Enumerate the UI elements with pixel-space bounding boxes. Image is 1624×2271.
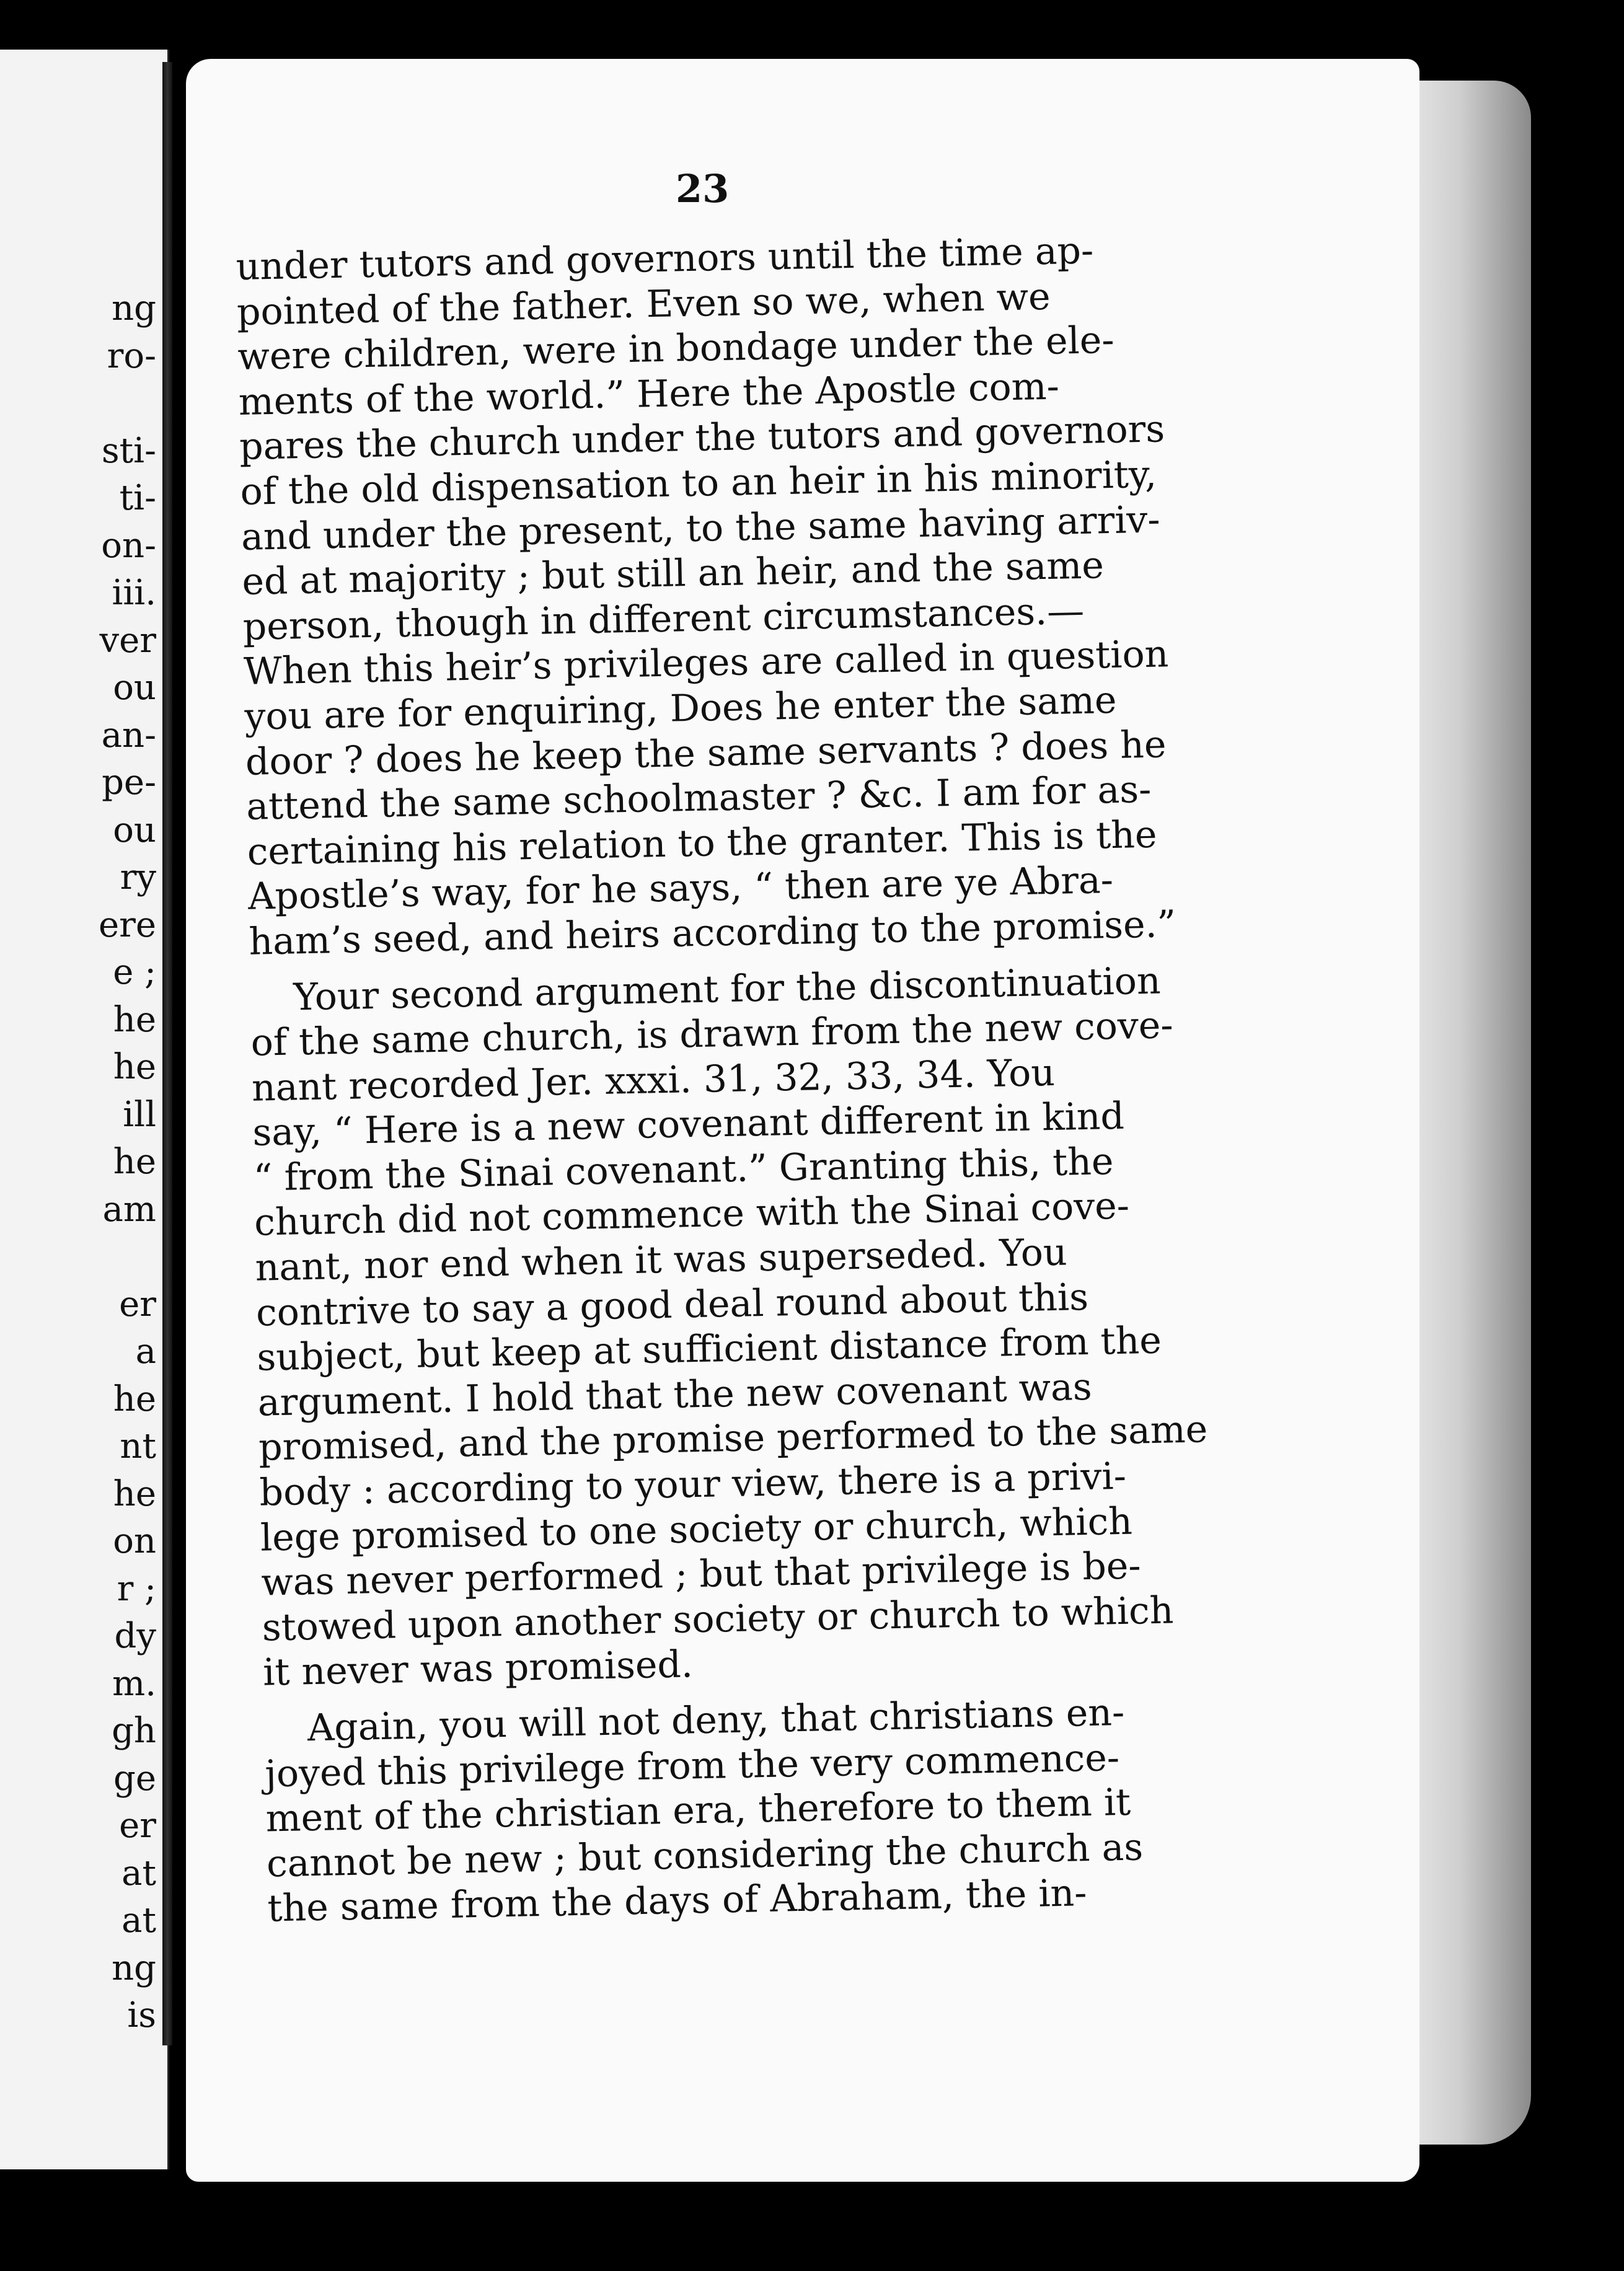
left-fragment-line: a — [135, 1331, 156, 1372]
left-fragment-line: er — [119, 1284, 156, 1325]
left-fragment-line: on — [113, 1521, 156, 1561]
body-text — [236, 226, 1266, 1931]
text-line: nant, nor end when it was superseded. You — [255, 1230, 1068, 1290]
left-fragment-line: ere — [98, 904, 156, 945]
left-page-text — [32, 285, 156, 2040]
text-line: Your second argument for the discontinuation — [293, 959, 1162, 1019]
text-line: lege promised to one society or church, which — [260, 1499, 1133, 1560]
text-line: Apostle’s way, for he says, “ then are ye Abra- — [247, 858, 1114, 919]
text-line: door ? does he keep the same servants ? does he — [245, 722, 1167, 784]
left-fragment-line: ou — [113, 668, 156, 708]
text-line: nant recorded Jer. xxxi. 31, 32, 33, 34. You — [251, 1051, 1056, 1110]
left-fragment-line: ti- — [119, 478, 156, 518]
text-line: ment of the christian era, therefore to them it — [265, 1780, 1131, 1841]
left-fragment-line: pe- — [102, 762, 156, 803]
left-fragment-line: on- — [101, 525, 156, 566]
left-fragment-line: am — [102, 1189, 156, 1230]
left-fragment-line: ill — [123, 1094, 156, 1135]
book-binding — [162, 62, 172, 2045]
left-fragment-line: he — [113, 1473, 156, 1514]
text-line: “ from the Sinai covenant.” Granting this, the — [253, 1139, 1114, 1200]
text-line: of the old dispensation to an heir in his minority, — [239, 452, 1157, 514]
left-fragment-line: ge — [113, 1758, 156, 1799]
text-line: the same from the days of Abraham, the in- — [267, 1871, 1088, 1931]
left-fragment-line: an- — [101, 715, 156, 756]
left-fragment-line: ry — [120, 857, 156, 897]
left-fragment-line: sti- — [101, 430, 156, 471]
text-line: When this heir’s privileges are called in question — [243, 632, 1169, 694]
text-line: say, “ Here is a new covenant different in kind — [252, 1095, 1125, 1155]
left-fragment-line: is — [127, 1995, 156, 2035]
text-line: ments of the world.” Here the Apostle com- — [238, 364, 1060, 424]
page-number: 23 — [676, 166, 730, 211]
text-line: ham’s seed, and heirs according to the promise.” — [248, 902, 1176, 964]
left-page — [0, 50, 169, 2169]
text-line: certaining his relation to the granter. This is the — [247, 813, 1158, 874]
text-line: were children, were in bondage under the ele- — [237, 319, 1115, 379]
text-line: Again, you will not deny, that christians en- — [307, 1690, 1125, 1750]
text-line: church did not commence with the Sinai cove- — [254, 1184, 1130, 1245]
text-line: was never performed ; but that privilege is be- — [260, 1544, 1142, 1605]
text-line: under tutors and governors until the time ap- — [236, 229, 1094, 289]
text-line: you are for enquiring, Does he enter the same — [244, 678, 1117, 739]
left-fragment-line: ver — [99, 620, 156, 661]
text-line: person, though in different circumstances.— — [242, 589, 1085, 649]
left-fragment-line: e ; — [113, 952, 156, 992]
left-fragment-line: nt — [120, 1426, 156, 1466]
left-fragment-line: he — [113, 1378, 156, 1419]
left-fragment-line: ou — [113, 809, 156, 850]
left-fragment-line: ng — [112, 1947, 156, 1988]
text-line: argument. I hold that the new covenant was — [257, 1365, 1093, 1425]
left-fragment-line: er — [119, 1806, 156, 1846]
left-fragment-line: r ; — [117, 1568, 156, 1609]
text-line: cannot be new ; but considering the church as — [266, 1825, 1144, 1886]
left-fragment-line: he — [113, 1047, 156, 1087]
left-fragment-line: ng — [112, 288, 156, 329]
text-line: pares the church under the tutors and governors — [239, 407, 1165, 469]
left-fragment-line — [32, 380, 156, 428]
text-line: attend the same schoolmaster ? &c. I am for as- — [245, 767, 1152, 829]
text-line: stowed upon another society or church to which — [262, 1589, 1174, 1650]
left-fragment-line: ro- — [107, 335, 156, 376]
text-line: of the same church, is drawn from the new cove- — [250, 1003, 1174, 1065]
left-fragment-line: m. — [112, 1663, 156, 1704]
left-fragment-line: at — [121, 1900, 156, 1941]
left-fragment-line: gh — [112, 1711, 156, 1751]
text-line: it never was promised. — [262, 1643, 694, 1695]
text-line: joyed this privilege from the very commence- — [264, 1735, 1120, 1796]
left-fragment-line — [32, 1233, 156, 1281]
left-fragment-line: he — [113, 999, 156, 1040]
left-fragment-line: at — [121, 1853, 156, 1894]
page-edge — [1401, 81, 1531, 2145]
left-fragment-line: dy — [114, 1616, 156, 1656]
text-line: and under the present, to the same having arriv- — [241, 498, 1161, 559]
text-line: body : according to your view, there is a privi- — [258, 1454, 1127, 1515]
text-line: subject, but keep at sufficient distance from the — [256, 1318, 1162, 1380]
text-line: ed at majority ; but still an heir, and the same — [241, 544, 1105, 604]
left-fragment-line: he — [113, 1142, 156, 1182]
text-line: pointed of the father. Even so we, when we — [236, 275, 1051, 334]
text-line: promised, and the promise performed to the same — [258, 1408, 1208, 1470]
left-fragment-line: iii. — [112, 573, 156, 613]
text-line: contrive to say a good deal round about this — [255, 1275, 1089, 1335]
